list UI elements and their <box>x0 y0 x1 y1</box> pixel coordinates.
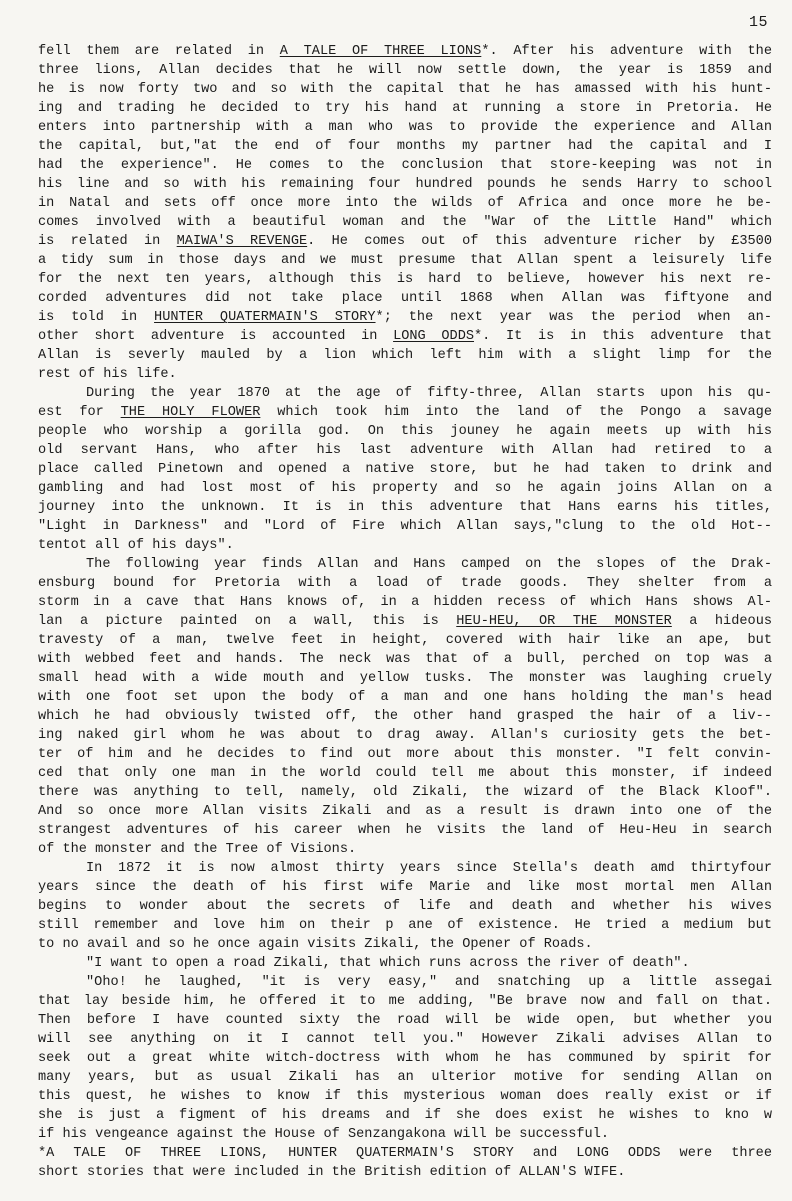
text-line: ced that only one man in the world could tell me about this monster, if indeed <box>38 766 772 781</box>
text-line: comes involved with a beautiful woman and the "War of the Little Hand" which <box>38 215 772 230</box>
text-line: Then before I have counted sixty the road will be wide open, but whether you <box>38 1013 772 1028</box>
text-line: tentot all of his days". <box>38 538 234 553</box>
text-line: with one foot set upon the body of a man and one hans holding the man's head <box>38 690 772 705</box>
text-line: In 1872 it is now almost thirty years since Stella's death amd thirtyfour <box>86 861 772 876</box>
underlined-title: HEU-HEU, OR THE MONSTER <box>456 614 672 629</box>
text-line: is related in MAIWA'S REVENGE. He comes out of this adventure richer by £3500 <box>38 234 772 249</box>
text-line: strangest adventures of his career when he visits the land of Heu-Heu in search <box>38 823 772 838</box>
text-line: enters into partnership with a man who was to provide the experience and Allan <box>38 120 772 135</box>
text-line: had the experience". He comes to the conclusion that store-keeping was not in <box>38 158 772 173</box>
text-line: with webbed feet and hands. The neck was that of a bull, perched on top was a <box>38 652 772 667</box>
text-line: gambling and had lost most of his property and so he again joins Allan on a <box>38 481 772 496</box>
text-line: old servant Hans, who after his last adventure with Allan had retired to a <box>38 443 772 458</box>
text-line: she is just a figment of his dreams and if she does exist he wishes to kno w <box>38 1108 772 1123</box>
text-line: there was anything to tell, namely, old Zikali, the wizard of the Black Kloof". <box>38 785 772 800</box>
paragraph <box>38 859 772 954</box>
text-line: which he had obviously twisted off, the other hand grasped the hair of a liv-- <box>38 709 772 724</box>
text-line: small head with a wide mouth and yellow tusks. The monster was laughing cruely <box>38 671 772 686</box>
text-line: ter of him and he decides to find out more about this monster. "I felt convin- <box>38 747 772 762</box>
paragraph <box>38 954 772 973</box>
text-line: in Natal and sets off once more into the wilds of Africa and once more he be- <box>38 196 772 211</box>
text-line: years since the death of his first wife Marie and like most mortal men Allan <box>38 880 772 895</box>
text-line: seek out a great white witch-doctress with whom he has communed by spirit for <box>38 1051 772 1066</box>
text-line: *A TALE OF THREE LIONS, HUNTER QUATERMAIN'S STORY and LONG ODDS were three <box>38 1146 772 1161</box>
paragraph <box>38 42 772 384</box>
text-line: short stories that were included in the British edition of ALLAN'S WIFE. <box>38 1165 626 1180</box>
text-line: storm in a cave that Hans knows of, in a hidden recess of which Hans shows Al- <box>38 595 772 610</box>
text-line: During the year 1870 at the age of fifty-three, Allan starts upon his qu- <box>86 386 772 401</box>
text-line: of the monster and the Tree of Visions. <box>38 842 357 857</box>
text-line: The following year finds Allan and Hans camped on the slopes of the Drak- <box>86 557 772 572</box>
text-line: rest of his life. <box>38 367 177 382</box>
underlined-title: MAIWA'S REVENGE <box>176 234 308 249</box>
text-line: est for THE HOLY FLOWER which took him into the land of the Pongo a savage <box>38 405 772 420</box>
text-line: place called Pinetown and opened a native store, but he had taken to drink and <box>38 462 772 477</box>
paragraph <box>38 384 772 555</box>
text-line: ensburg bound for Pretoria with a load of trade goods. They shelter from a <box>38 576 772 591</box>
text-line: ing and trading he decided to try his hand at running a store in Pretoria. He <box>38 101 772 116</box>
text-line: a tidy sum in those days and we must presume that Allan spent a leisurely life <box>38 253 772 268</box>
underlined-title: LONG ODDS <box>393 329 475 344</box>
text-line: "I want to open a road Zikali, that which runs across the river of death". <box>86 956 690 971</box>
text-line: people who worship a gorilla god. On this jouney he again meets up with his <box>38 424 772 439</box>
text-line: three lions, Allan decides that he will now settle down, the year is 1859 and <box>38 63 772 78</box>
footnote <box>38 1144 772 1182</box>
text-line: for the next ten years, although this is hard to believe, however his next re- <box>38 272 772 287</box>
text-line: still remember and love him on their p ane of existence. He tried a medium but <box>38 918 772 933</box>
text-line: he is now forty two and so with the capital that he has amassed with his hunt- <box>38 82 772 97</box>
text-line: travesty of a man, twelve feet in height, covered with hair like an ape, but <box>38 633 772 648</box>
underlined-title: A TALE OF THREE LIONS <box>279 44 482 59</box>
text-line: Allan is severly mauled by a lion which left him with a slight limp for the <box>38 348 772 363</box>
text-line: ing naked girl whom he was about to drag away. Allan's curiosity gets the bet- <box>38 728 772 743</box>
text-line: "Light in Darkness" and "Lord of Fire which Allan says,"clung to the old Hot-- <box>38 519 772 534</box>
text-line: is told in HUNTER QUATERMAIN'S STORY*; the next year was the period when an- <box>38 310 772 325</box>
page-number: 15 <box>748 14 768 31</box>
text-line: that lay beside him, he offered it to me adding, "Be brave now and fall on that. <box>38 994 772 1009</box>
text-line: begins to wonder about the secrets of life and death and whether his wives <box>38 899 772 914</box>
text-line: if his vengeance against the House of Senzangakona will be successful. <box>38 1127 610 1142</box>
document-body <box>38 42 772 1182</box>
text-line: will see anything on it I cannot tell you." However Zikali advises Allan to <box>38 1032 772 1047</box>
text-line: to no avail and so he once again visits Zikali, the Opener of Roads. <box>38 937 593 952</box>
text-line: journey into the unknown. It is in this adventure that Hans earns his titles, <box>38 500 772 515</box>
text-line: the capital, but,"at the end of four months my partner had the capital and I <box>38 139 772 154</box>
text-line: lan a picture painted on a wall, this is HEU-HEU, OR THE MONSTER a hideous <box>38 614 773 629</box>
text-line: his line and so with his remaining four hundred pounds he sends Harry to school <box>38 177 772 192</box>
text-line: And so once more Allan visits Zikali and as a result is drawn into one of the <box>38 804 772 819</box>
text-line: fell them are related in A TALE OF THREE LIONS*. After his adventure with the <box>38 44 772 59</box>
paragraph <box>38 973 772 1144</box>
paragraph <box>38 555 772 859</box>
text-line: corded adventures did not take place until 1868 when Allan was fiftyone and <box>38 291 772 306</box>
underlined-title: HUNTER QUATERMAIN'S STORY <box>154 310 376 325</box>
text-line: many years, but as usual Zikali has an ulterior motive for sending Allan on <box>38 1070 772 1085</box>
underlined-title: THE HOLY FLOWER <box>120 405 261 420</box>
text-line: other short adventure is accounted in LONG ODDS*. It is in this adventure that <box>38 329 772 344</box>
text-line: this quest, he wishes to know if this mysterious woman does really exist or if <box>38 1089 772 1104</box>
text-line: "Oho! he laughed, "it is very easy," and snatching up a little assegai <box>86 975 772 990</box>
